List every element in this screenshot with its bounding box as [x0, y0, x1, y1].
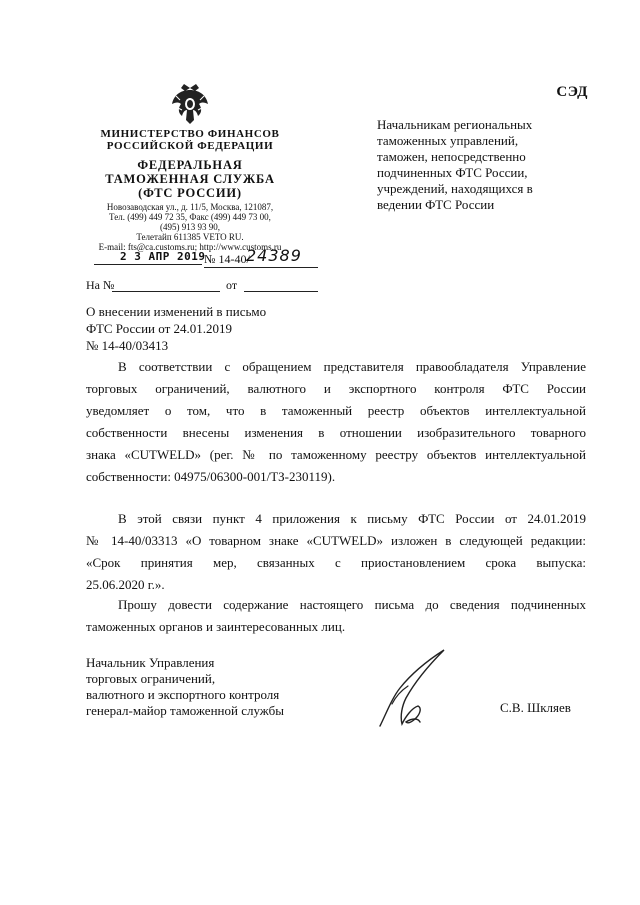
number-underline	[204, 267, 318, 268]
addressee-line: таможенных управлений,	[377, 133, 519, 148]
ministry-line: МИНИСТЕРСТВО ФИНАНСОВ	[100, 128, 280, 140]
addressee-line: учреждений, находящихся в	[377, 181, 533, 196]
text-line: Прошу довести содержание настоящего письма до сведения подчиненных	[118, 597, 586, 612]
addressee-line: подчиненных ФТС России,	[377, 165, 528, 180]
handwritten-signature	[372, 646, 454, 732]
text-line: собственности внесены изменения в отношении изобразительного товарного	[86, 425, 586, 440]
sed-mark: СЭД	[556, 84, 588, 100]
service-line: ФЕДЕРАЛЬНАЯ	[137, 158, 243, 172]
text-line: собственности: 04975/06300-001/ТЗ-230119).	[86, 469, 336, 484]
addressee-line: Начальникам региональных	[377, 117, 533, 132]
service-line: (ФТС РОССИИ)	[138, 186, 242, 200]
date-stamp: 2 3 АПР 2019	[120, 250, 206, 263]
text-line: В этой связи пункт 4 приложения к письму ФТС России от 24.01.2019	[118, 511, 586, 526]
reference-row	[86, 278, 318, 296]
reference-date-label: от	[226, 278, 238, 292]
subject-line: ФТС России от 24.01.2019	[86, 321, 233, 336]
text-line: № 14-40/03313 «О товарном знаке «CUTWELD» изложен в следующей редакции:	[86, 533, 586, 548]
outgoing-number-label: № 14-40/	[204, 252, 250, 266]
text-line: уведомляет о том, что в таможенный реестр объектов интеллектуальной	[86, 403, 586, 418]
paragraph-3	[86, 594, 586, 638]
paragraph-2	[86, 508, 586, 596]
text-line: «Срок принятия мер, связанных с приостановлением срока выпуска:	[86, 555, 586, 570]
signer-position	[86, 655, 326, 719]
contact-info	[82, 202, 298, 252]
signer-name: С.В. Шкляев	[500, 700, 571, 715]
phone-line: Тел. (499) 449 72 35, Факс (499) 449 73 00,	[109, 212, 271, 222]
phone-line: (495) 913 93 90,	[160, 222, 220, 232]
subject-block	[86, 303, 306, 354]
addressee-block	[377, 117, 587, 213]
text-line: торговых ограничений, валютного и экспортного контроля ФТС России	[86, 381, 586, 396]
service-line: ТАМОЖЕННАЯ СЛУЖБА	[105, 172, 275, 186]
ministry-line: РОССИЙСКОЙ ФЕДЕРАЦИИ	[106, 140, 274, 152]
coat-of-arms-icon	[170, 82, 210, 126]
reference-number-blank	[112, 291, 220, 292]
position-line: торговых ограничений,	[86, 671, 216, 686]
address-line: Новозаводская ул., д. 11/5, Москва, 121087,	[106, 202, 274, 212]
addressee-line: ведении ФТС России	[377, 197, 495, 212]
text-line: знака «CUTWELD» (рег. № по таможенному реестру объектов интеллектуальной	[86, 447, 586, 462]
paragraph-1	[86, 356, 586, 488]
addressee-line: таможен, непосредственно	[377, 149, 526, 164]
registration-row	[86, 248, 316, 268]
subject-line: № 14-40/03413	[86, 338, 169, 353]
reference-date-blank	[244, 291, 318, 292]
position-line: Начальник Управления	[86, 655, 215, 670]
text-line: В соответствии с обращением представителя правообладателя Управление	[118, 359, 586, 374]
service-name	[82, 158, 298, 200]
text-line: 25.06.2020 г.».	[86, 577, 165, 592]
outgoing-number-handwritten: 24389	[246, 246, 302, 265]
subject-line: О внесении изменений в письмо	[86, 304, 267, 319]
email-line: E-mail: fts@ca.customs.ru; http://www.customs.ru	[98, 242, 282, 252]
text-line: таможенных органов и заинтересованных лиц.	[86, 619, 346, 634]
position-line: генерал-майор таможенной службы	[86, 703, 284, 718]
reference-number-label: На №	[86, 278, 115, 292]
teletype-line: Телетайп 611385 VETO RU.	[136, 232, 244, 242]
date-underline	[94, 264, 202, 265]
ministry-name	[82, 128, 298, 152]
position-line: валютного и экспортного контроля	[86, 687, 280, 702]
